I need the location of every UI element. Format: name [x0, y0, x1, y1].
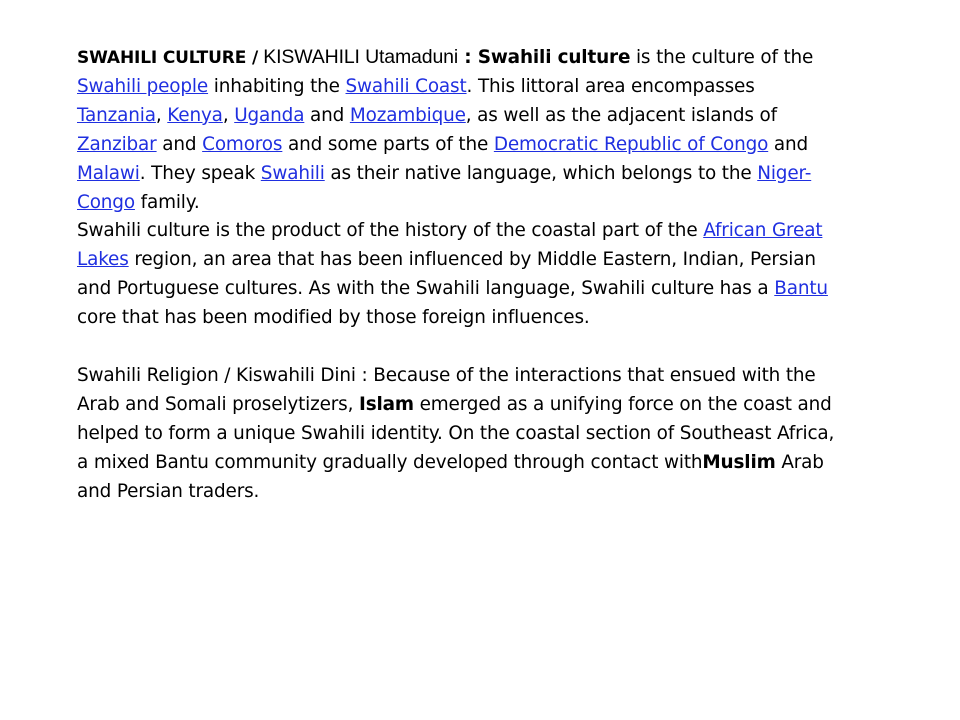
- link-african-great-lakes[interactable]: African Great Lakes: [77, 220, 823, 271]
- text-span: Swahili Religion / Kiswahili Dini : Because of the interactions that ensued with the Arab and Somali proselytizers,: [77, 365, 816, 415]
- bold-muslim: Muslim: [702, 451, 776, 473]
- lead-bold: Swahili culture: [477, 47, 631, 68]
- link-tanzania[interactable]: Tanzania: [77, 104, 156, 126]
- text-span: . This littoral area encompasses: [466, 75, 755, 97]
- link-democratic-republic-of-congo[interactable]: Democratic Republic of Congo: [493, 133, 769, 155]
- link-swahili-people[interactable]: Swahili people: [77, 75, 209, 97]
- text-span: core that has been modified by those foreign influences.: [77, 307, 590, 329]
- text-span: and: [304, 104, 350, 126]
- heading-title: SWAHILI CULTURE /: [77, 48, 258, 68]
- text-span: ,: [222, 104, 235, 126]
- link-malawi[interactable]: Malawi: [77, 162, 140, 184]
- text-span: region, an area that has been influenced by Middle Eastern, Indian, Persian and Portuguese cultures. As with the Swahili language, Swahili culture has a: [77, 249, 816, 300]
- heading-kiswahili: KISWAHILI Utamaduni: [258, 46, 459, 68]
- paragraph-gap: [77, 333, 837, 362]
- text-span: emerged as a unifying force on the coast and helped to form a unique Swahili identity. On the coastal section of Southeast Africa, a mixed Bantu community gradually developed through contact with: [77, 393, 835, 473]
- link-zanzibar[interactable]: Zanzibar: [77, 133, 157, 155]
- text-span: , as well as the adjacent islands of: [465, 104, 777, 126]
- religion-paragraph: [77, 362, 837, 507]
- link-swahili[interactable]: Swahili: [260, 162, 325, 184]
- link-bantu[interactable]: Bantu: [774, 278, 828, 300]
- text-span: ,: [155, 104, 168, 126]
- text-span: as their native language, which belongs to the: [324, 162, 758, 184]
- text-span: . They speak: [139, 162, 261, 184]
- text-span: and: [768, 133, 809, 155]
- text-span: inhabiting the: [208, 75, 346, 97]
- link-mozambique[interactable]: Mozambique: [349, 104, 466, 126]
- heading-colon: :: [458, 47, 478, 68]
- link-uganda[interactable]: Uganda: [234, 104, 305, 126]
- history-paragraph: [77, 217, 837, 333]
- text-span: and some parts of the: [282, 133, 494, 155]
- slide-text-body: [77, 43, 837, 507]
- text-span: Arab and Persian traders.: [77, 451, 824, 502]
- bold-islam: Islam: [359, 393, 414, 415]
- text-span: Swahili culture is the product of the history of the coastal part of the: [77, 220, 704, 242]
- link-comoros[interactable]: Comoros: [202, 133, 283, 155]
- link-swahili-coast[interactable]: Swahili Coast: [345, 75, 467, 97]
- text-span: and: [156, 133, 203, 155]
- text-span: is the culture of the: [630, 47, 814, 68]
- link-kenya[interactable]: Kenya: [167, 104, 223, 126]
- link-niger-congo[interactable]: Niger-Congo: [77, 162, 812, 213]
- text-span: family.: [134, 191, 200, 213]
- culture-paragraph: [77, 43, 837, 217]
